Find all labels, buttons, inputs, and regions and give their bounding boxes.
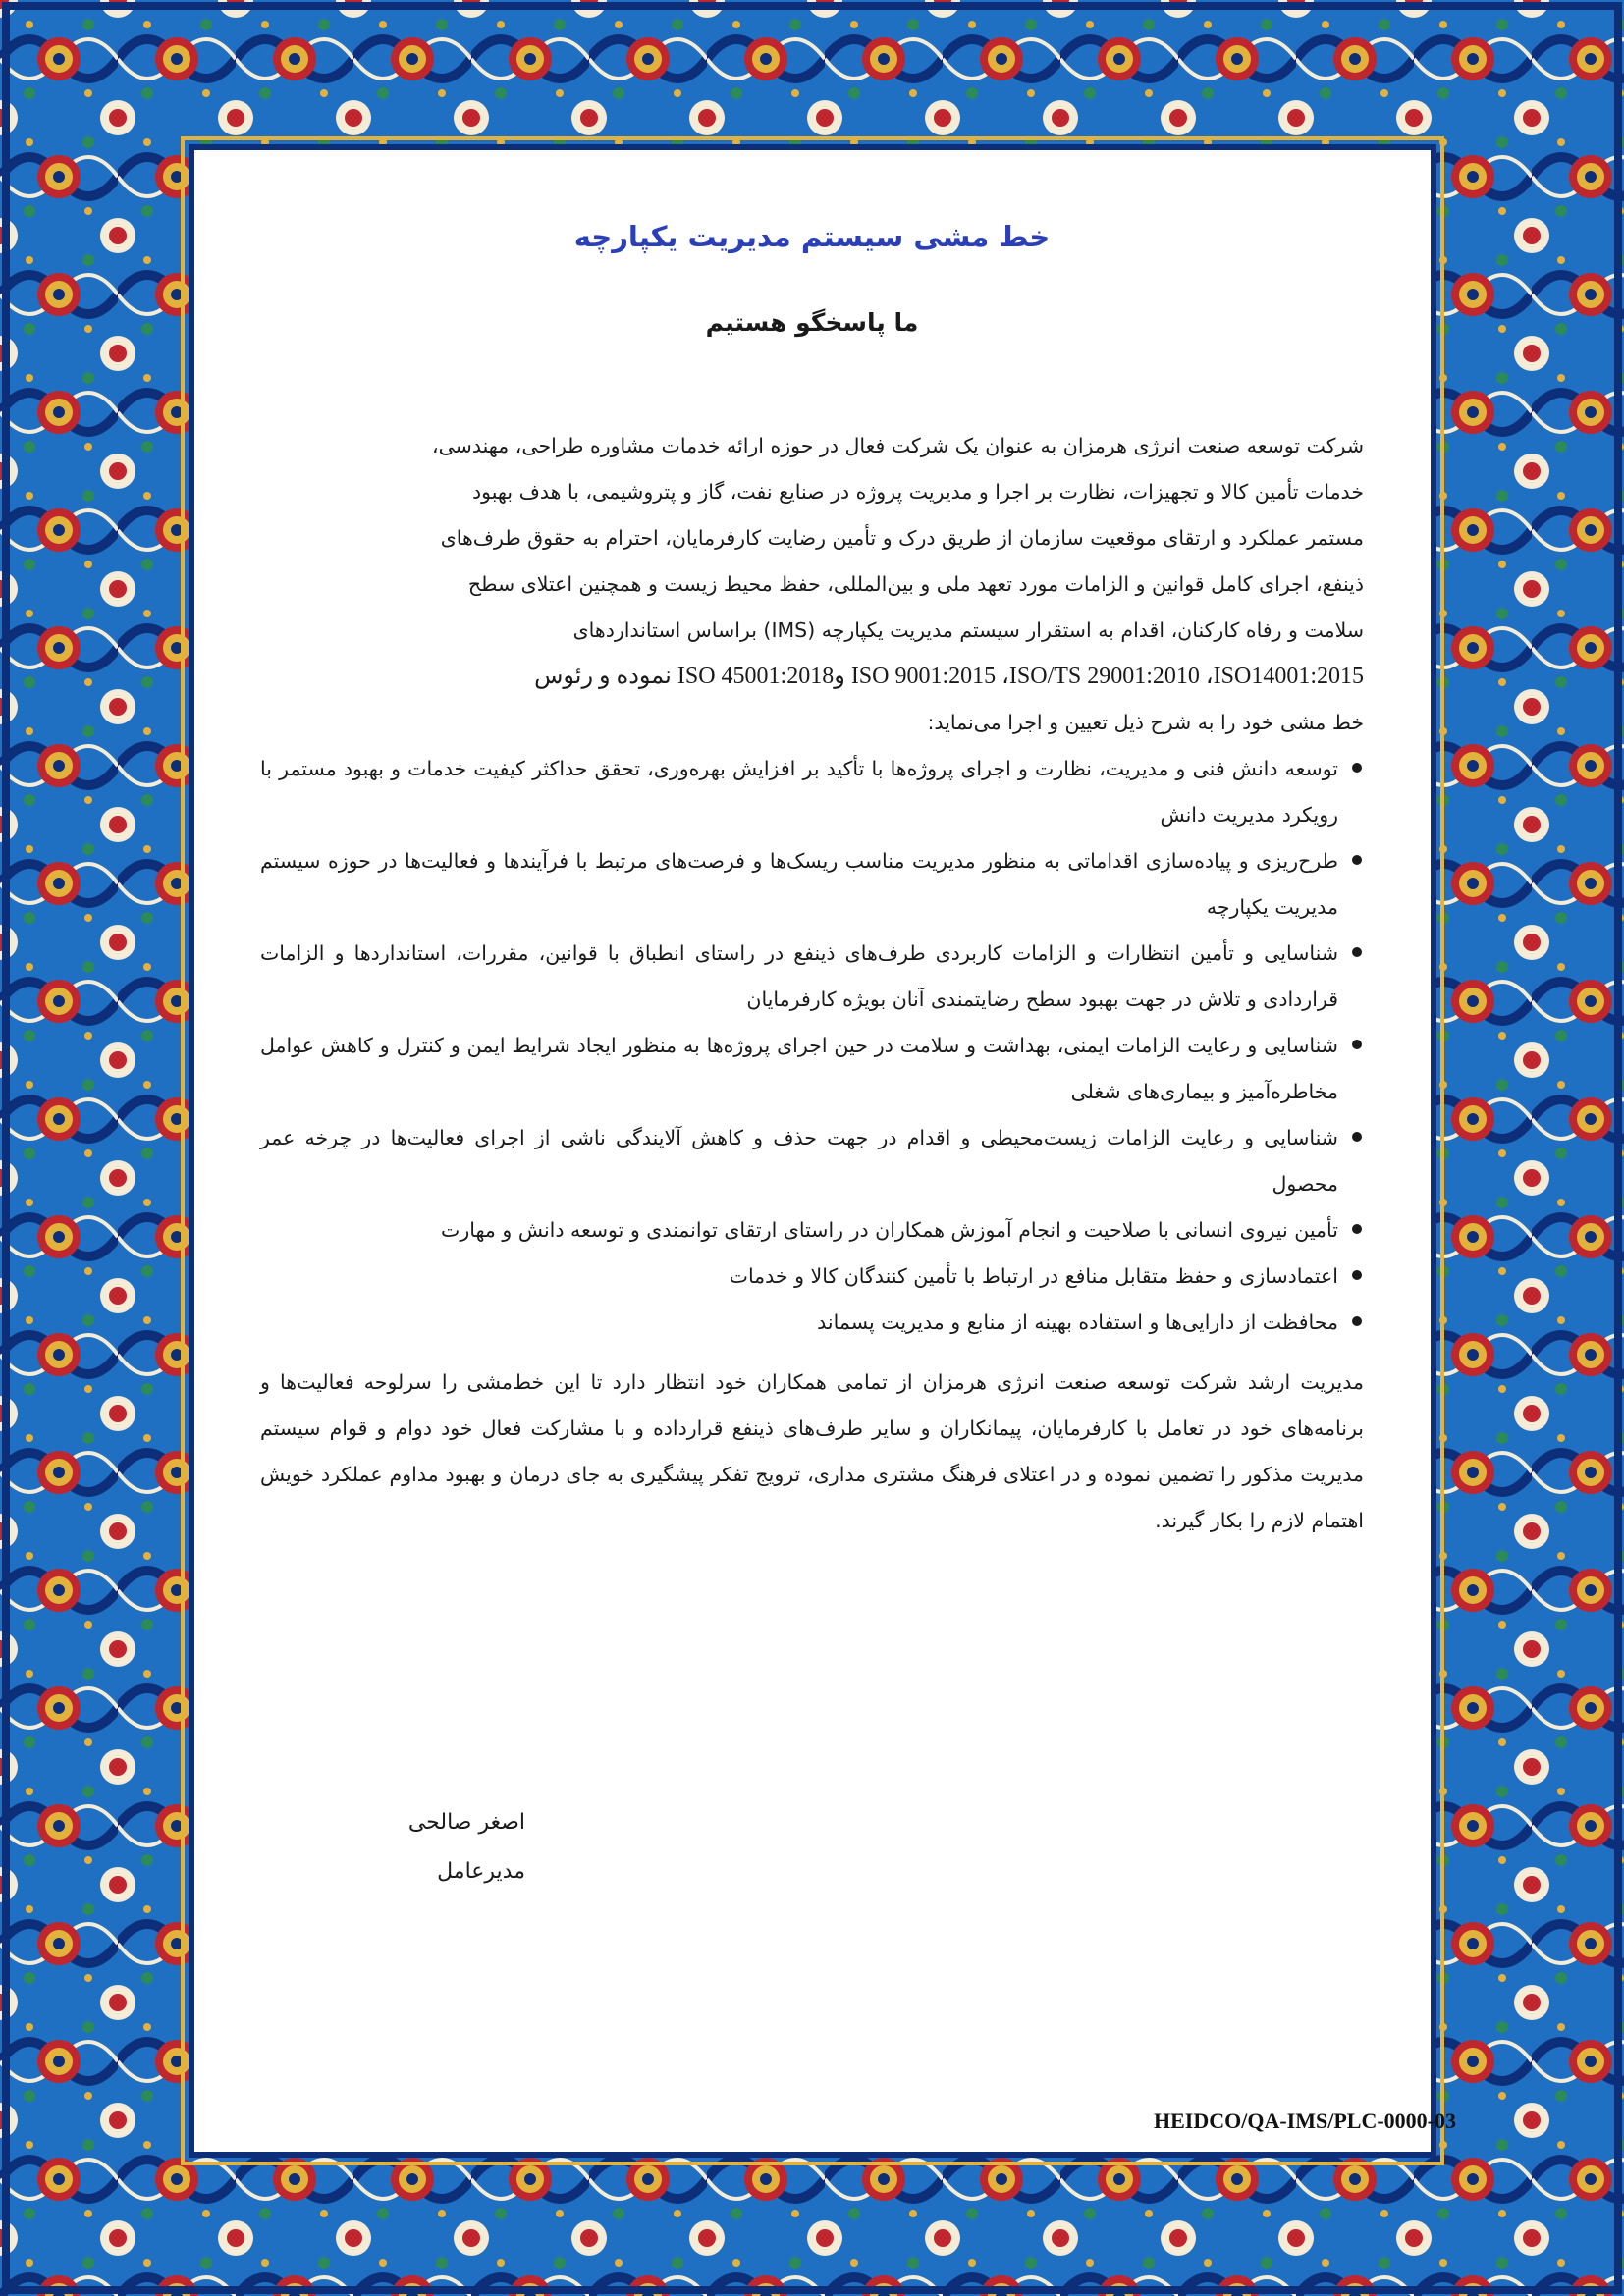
policy-body: [260, 196, 1364, 2081]
page-title: خط مشی سیستم مدیریت یکپارچه: [573, 220, 1051, 253]
signature-block: [349, 1798, 525, 1896]
signature-name: اصغر صالحی: [407, 1810, 525, 1835]
page-subtitle: ما پاسخگو هستیم: [705, 308, 919, 337]
signature-role: مدیرعامل: [437, 1859, 525, 1884]
bullet-icon: [1352, 1132, 1362, 1142]
list-item: [260, 1115, 1364, 1207]
list-item-text: تأمین نیروی انسانی با صلاحیت و انجام آموزش همکاران در راستای ارتقای توانمندی و توسعه دانش و مهارت: [441, 1218, 1338, 1242]
list-item: [260, 1207, 1364, 1254]
list-item-text: طرح‌ریزی و پیاده‌سازی اقداماتی به منظور مدیریت مناسب ریسک‌ها و فرصت‌های مرتبط با فرآیندها و فعالیت‌ها در حوزه سیستم مدیریت یکپارچه: [260, 849, 1338, 919]
closing-paragraph: مدیریت ارشد شرکت توسعه صنعت انرژی هرمزان از تمامی همکاران خود انتظار دارد تا این خط‌مشی را سرلوحه فعالیت‌ها و برنامه‌های خود در تعامل با کارفرمایان، پیمانکاران و سایر طرف‌های ذینفع قرارداده و با مشارکت فعال خود دوام و قوام سیستم مدیریت مذکور را تضمین نموده و در اعتلای فرهنگ مشتری مداری، ترویج تفکر پیشگیری به جای درمان و بهبود مداوم عملکرد خویش اهتمام لازم را بکار گیرند.: [260, 1370, 1364, 1532]
bullet-icon: [1352, 1224, 1362, 1234]
list-item: [260, 931, 1364, 1023]
policy-bullets: [260, 746, 1364, 1346]
list-item: [260, 1254, 1364, 1300]
intro-line: خدمات تأمین کالا و تجهیزات، نظارت بر اجرا و مدیریت پروژه در صنایع نفت، گاز و پتروشیمی، با هدف بهبود: [472, 480, 1364, 504]
bullet-icon: [1352, 1040, 1362, 1049]
list-item-text: شناسایی و رعایت الزامات زیست‌محیطی و اقدام در جهت حذف و کاهش آلایندگی ناشی از اجرای فعالیت‌ها در چرخه عمر محصول: [260, 1126, 1338, 1196]
list-item: [260, 1300, 1364, 1346]
intro-line: مستمر عملکرد و ارتقای موقعیت سازمان از طریق درک و تأمین رضایت کارفرمایان، احترام به حقوق طرف‌های: [440, 526, 1364, 550]
bullet-icon: [1352, 763, 1362, 773]
intro-line-standards: ISO 9001:2015 ،ISO/TS 29001:2010 ،ISO14001:2015 وISO 45001:2018 نموده و رئوس: [534, 664, 1364, 689]
list-item-text: محافظت از دارایی‌ها و استفاده بهینه از منابع و مدیریت پسماند: [817, 1310, 1338, 1334]
intro-line: خط مشی خود را به شرح ذیل تعیین و اجرا می‌نماید:: [927, 711, 1364, 734]
intro-line: سلامت و رفاه کارکنان، اقدام به استقرار سیستم مدیریت یکپارچه (IMS) براساس استانداردهای: [572, 618, 1364, 642]
bullet-icon: [1352, 1316, 1362, 1326]
list-item-text: شناسایی و رعایت الزامات ایمنی، بهداشت و سلامت در حین اجرای پروژه‌ها به منظور ایجاد شرایط ایمن و کنترل و کاهش عوامل مخاطره‌آمیز و بیماری‌های شغلی: [260, 1034, 1338, 1103]
list-item-text: شناسایی و تأمین انتظارات و الزامات کاربردی طرف‌های ذینفع در راستای انطباق با قوانین، مقررات، استانداردها و الزامات قراردادی و تلاش در جهت بهبود سطح رضایتمندی آنان بویژه کارفرمایان: [260, 941, 1338, 1011]
intro-line: شرکت توسعه صنعت انرژی هرمزان به عنوان یک شرکت فعال در حوزه ارائه خدمات مشاوره طراحی، مهندسی،: [431, 434, 1364, 457]
bullet-icon: [1352, 1270, 1362, 1280]
document-reference-code: HEIDCO/QA-IMS/PLC-0000-03: [1154, 2109, 1456, 2133]
list-item-text: توسعه دانش فنی و مدیریت، نظارت و اجرای پروژه‌ها با تأکید بر افزایش بهره‌وری، تحقق حداکثر کیفیت خدمات و بهبود مستمر با رویکرد مدیریت دانش: [260, 757, 1338, 827]
intro-line: ذینفع، اجرای کامل قوانین و الزامات مورد تعهد ملی و بین‌المللی، حفظ محیط زیست و همچنین اعتلای سطح: [467, 572, 1364, 596]
intro-paragraph: [260, 423, 1364, 746]
list-item: [260, 838, 1364, 931]
list-item: [260, 746, 1364, 838]
bullet-icon: [1352, 947, 1362, 957]
bullet-icon: [1352, 855, 1362, 865]
list-item-text: اعتمادسازی و حفظ متقابل منافع در ارتباط با تأمین کنندگان کالا و خدمات: [729, 1264, 1338, 1288]
list-item: [260, 1023, 1364, 1115]
